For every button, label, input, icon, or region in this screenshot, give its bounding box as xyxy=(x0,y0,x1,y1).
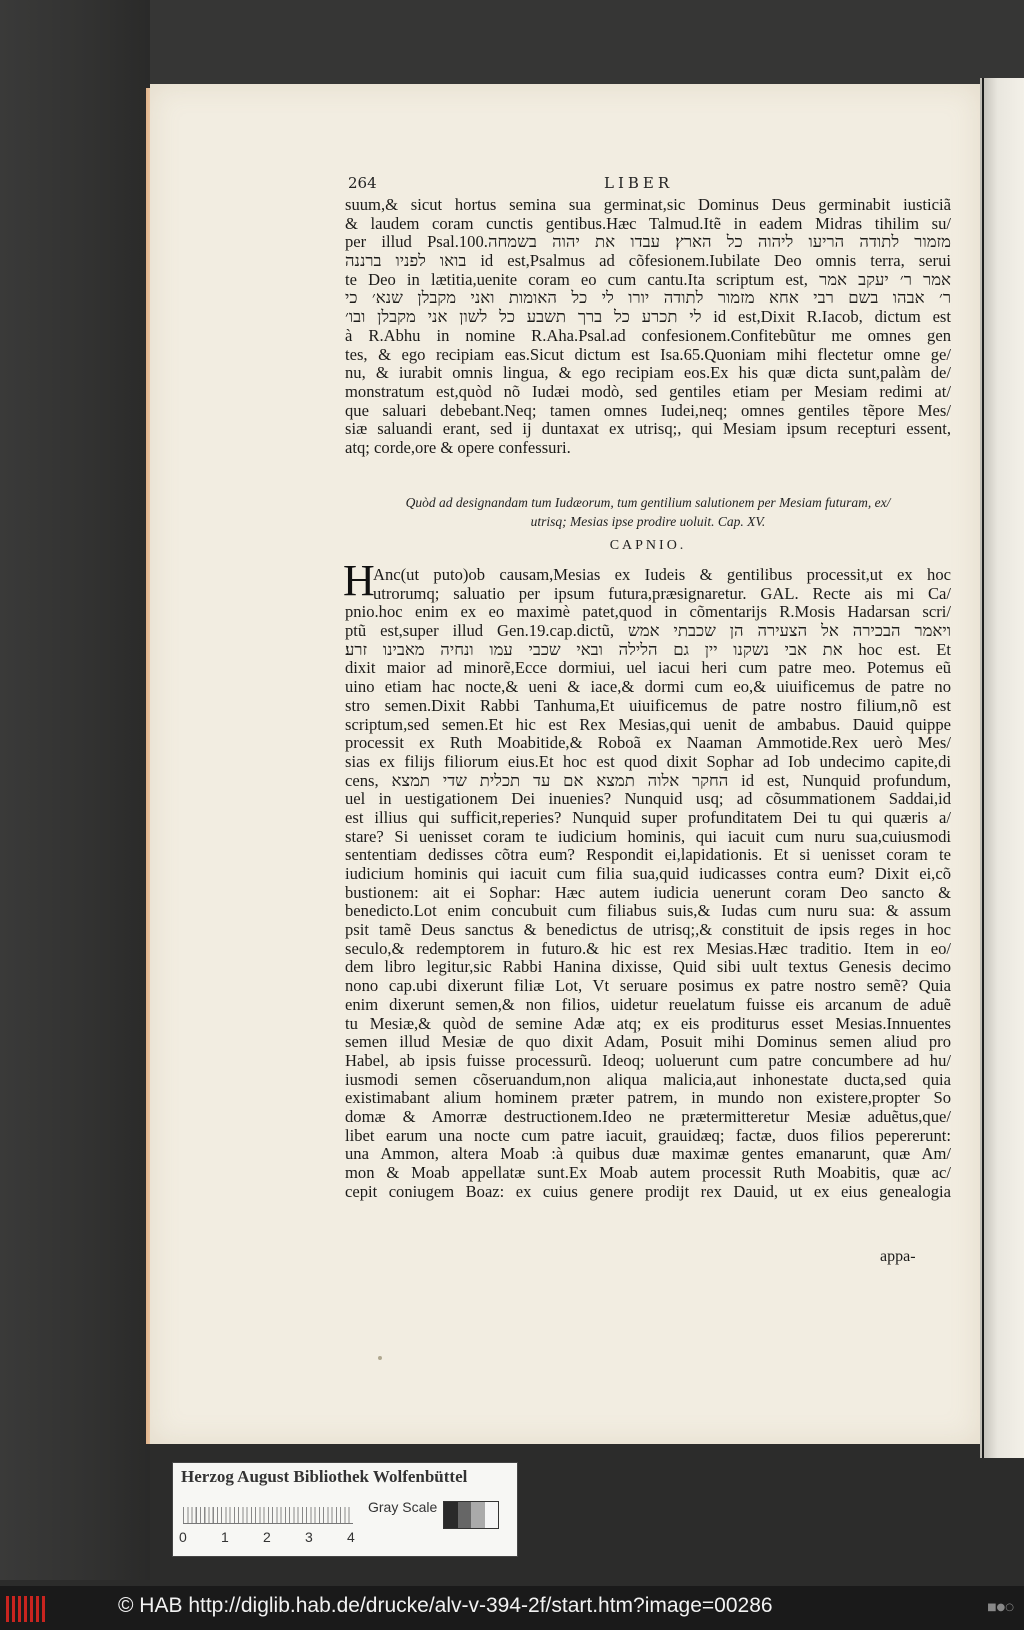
ruler-mark: 1 xyxy=(221,1529,229,1545)
scale-ruler xyxy=(183,1497,353,1524)
text-line: לי תכרע כל ברך תשבע כל לשון אני מקבלן ובו׳ id est,Dixit R.Iacob, dictum est xyxy=(345,308,951,327)
text-line: seculo,& redemptorem in futuro.& hic est rex Mesias.Hæc traditio. Item in eo/ xyxy=(345,939,951,958)
text-line: utrorumq; saluatio per ipsum futura,præsignaretur. GAL. Recte ais mi Ca/ xyxy=(373,584,951,603)
text-line: tu Mesiæ,& quòd de semine Adæ atq; ex eis proditurus esset Mesias.Innuentes xyxy=(345,1014,951,1033)
text-line: libet earum una nocte cum patre iacuit, grauidæq; factæ, duos filios pepererunt: xyxy=(345,1126,951,1145)
text-line: iusmodi semen cõseruandum,non aliqua malicia,aut inhonestate ducta,sed quia xyxy=(345,1070,951,1089)
running-head: LIBER xyxy=(604,174,674,192)
library-label xyxy=(172,1462,518,1557)
paragraph-1 xyxy=(345,196,951,458)
footer-dots: ■●○ xyxy=(987,1602,1014,1613)
text-line: nono cap.ubi dixerunt filiæ Lot, Vt seruare posimus ex patre nostro semẽ? Quia xyxy=(345,977,951,996)
text-line: pnio.hoc enim ex eo maximè patet,quod in cõmentarijs R.Mosis Hadarsan scri/ xyxy=(345,603,951,622)
page-number: 264 xyxy=(348,174,377,192)
text-line: uel in uestigationem Dei inuenies? Nunquid usq; ad cõsummationem Saddai,id xyxy=(345,790,951,809)
scan-background-top xyxy=(0,0,1024,84)
text-line: scriptum,sed semen.Et hic est Rex Mesias,qui uenit de ambabus. Dauid quippe xyxy=(345,715,951,734)
catchword: appa- xyxy=(880,1248,916,1265)
footer-bar xyxy=(0,1586,1024,1630)
text-line: enim dixerunt semen,& non filios, uidetur reuelatum fuisse eis arcanum de aduẽ xyxy=(345,995,951,1014)
text-line: existimabant alium hominem præter patrem, in mundo non existere,propter So xyxy=(345,1089,951,1108)
adjacent-page-edge xyxy=(980,78,1024,1458)
grayscale-swatch xyxy=(443,1501,499,1529)
text-line: semen illud Mesiæ de quo dixit Adam, Posuit mihi Dominus semen aliud pro xyxy=(345,1033,951,1052)
ruler-mark: 2 xyxy=(263,1529,271,1545)
text-line: una Ammon, altera Moab :à quibus duæ maximæ gentes emanarunt, quæ Am/ xyxy=(345,1145,951,1164)
text-line: mon & Moab appellatæ sunt.Ex Moab autem processit Ruth Moabitis, quæ ac/ xyxy=(345,1164,951,1182)
chapter-title xyxy=(345,493,951,531)
text-line: dem libro legitur,sic Rabbi Hanina dixisse, Quid sibi uult textus Genesis decimo xyxy=(345,958,951,977)
text-line: & laudem coram cunctis gentibus.Hæc Talmud.Itẽ in eadem Midras tihilim su/ xyxy=(345,214,951,233)
page-gutter-shadow xyxy=(982,78,984,1458)
text-line: domæ & Amorræ destructionem.Ideo ne prætermitteretur Mesiæ aduẽtus,que/ xyxy=(345,1107,951,1126)
text-line: monstratum est,quòd nõ Iudæi modò, sed gentiles etiam per Mesiam redimi at/ xyxy=(345,382,951,401)
text-line: uino etiam hac nocte,& ueni & iace,& dormi cum eo,& uiuificemus de patre no xyxy=(345,678,951,697)
paragraph-2 xyxy=(345,566,951,1201)
ruler-mark: 4 xyxy=(347,1529,355,1545)
text-line: ר׳ אבהו בשם רבי אחא מזמור לתודה יורו לי כל האומות ואני מקבלן שנא׳ כי xyxy=(345,289,951,308)
text-line: Anc(ut puto)ob causam,Mesias ex Iudeis & gentilibus processit,ut ex hoc xyxy=(373,566,951,584)
text-line: nu, & iurabit omnis lingua, & ego recipiam eos.Ex his quæ dicta sunt,palàm de/ xyxy=(345,364,951,383)
scan-background-left xyxy=(0,0,150,1580)
grayscale-label: Gray Scale xyxy=(368,1499,438,1515)
text-line: sias ex filijs filiorum eius.Et hoc est quod dixit Sophar ad Iob undecimo capite,di xyxy=(345,752,951,771)
text-line: suum,& sicut hortus semina sua germinat,sic Dominus Deus germinabit iusticiã xyxy=(345,196,951,214)
text-line: Habel, ab ipsis fuisse processurũ. Ideoq; uoluerunt cum patre concumbere ad hu/ xyxy=(345,1051,951,1070)
text-line: processit ex Ruth Moabitide,& Roboã ex Naaman Ammotide.Rex uerò Mes/ xyxy=(345,734,951,753)
ruler-mark: 3 xyxy=(305,1529,313,1545)
text-line: stro semen.Dixit Rabbi Tanhuma,Et uiuificemus de patre nostro filium,nõ est xyxy=(345,696,951,715)
drop-capital: H xyxy=(343,556,375,605)
chapter-title-line: utrisq; Mesias ipse prodire uoluit. Cap. XV. xyxy=(530,514,766,529)
text-line: iudicium hominis qui iacuit cum filia sua,quid iudicasses contra eum? Dixit ei,cõ xyxy=(345,865,951,883)
text-line: est illius qui sufficit,reperies? Nunquid super profunditatem Dei tu qui quæris a/ xyxy=(345,808,951,827)
ruler-mark: 0 xyxy=(179,1529,187,1545)
hab-logo-icon xyxy=(6,1596,46,1622)
text-line: atq; corde,ore & opere confessuri. xyxy=(345,438,571,457)
chapter-title-line: Quòd ad designandam tum Iudæorum, tum gentilium salutionem per Mesiam futuram, ex/ xyxy=(405,495,891,510)
text-line: stare? Si uenisset coram te iudicium hominis, qui iacuit cum nuru sua,cuiusmodi xyxy=(345,827,951,846)
text-line: tes, & ego recipiam eas.Sicut dictum est Isa.65.Quoniam mihi flectetur omne ge/ xyxy=(345,345,951,364)
text-line: bustionem: ait ei Sophar: Hæc autem iudicia uenerunt coram Deo sancto & xyxy=(345,883,951,902)
text-line: benedicto.Lot enim concubuit cum filiabus suis,& Iudas cum nuru sua: & assum xyxy=(345,902,951,921)
text-line: que saluari debebant.Neq; tamen omnes Iudei,neq; omnes gentiles tẽpore Mes/ xyxy=(345,401,951,420)
speaker-heading: CAPNIO. xyxy=(609,538,687,553)
text-line: à R.Abhu in nomine R.Aha.Psal.ad confesionem.Confitebũtur me omnes gen xyxy=(345,326,951,345)
text-line: cepit coniugem Boaz: ex cuius genere prodijt rex Dauid, ut ex eius genealogia xyxy=(345,1182,951,1201)
text-line: siæ saluandi erant, sed ij duntaxat ex utrisq;, qui Mesiam ipsum recepturi essent, xyxy=(345,420,951,439)
library-name: Herzog August Bibliothek Wolfenbüttel xyxy=(181,1467,468,1486)
text-line: psit tamẽ Deus sanctus & benedictus de utrisq;,& constituit de ipsis reges in hoc xyxy=(345,921,951,940)
text-line: את אבי נשקנו יין גם הלילה ובאי שכבי עמו ונחיה מאבינו זרע׃ hoc est. Et xyxy=(345,640,951,659)
text-line: ptũ est,super illud Gen.19.cap.dictũ, ויאמר הבכירה אל הצעירה הן שכבתי אמש xyxy=(345,622,951,641)
footer-url[interactable]: © HAB http://diglib.hab.de/drucke/alv-v-394-2f/start.htm?image=00286 xyxy=(118,1594,773,1617)
text-line: בואו לפניו ברננה id est,Psalmus ad cõfesionem.Iubilate Deo omnis terra, serui xyxy=(345,252,951,271)
text-line: per illud Psal.100.מזמור לתודה הריעו ליהוה כל הארץ׃ עבדו את יהוה בשמחה xyxy=(345,233,951,252)
paper-speck xyxy=(378,1356,382,1360)
text-line: sententiam dedisses cõtra eum? Respondit ei,lapidationis. Et si uenisset coram te xyxy=(345,846,951,865)
ruler-labels xyxy=(179,1529,369,1545)
text-line: te Deo in lætitia,uenite coram eo cum cantu.Ita scriptum est, אמר ר׳ יעקב אמר xyxy=(345,270,951,289)
text-line: cens, החקר אלוה תמצא אם עד תכלית שדי תמצא id est, Nunquid profundum, xyxy=(345,771,951,790)
page-header xyxy=(346,174,951,196)
text-line: dixit maior ad minorẽ,Ecce dormiui, uel iacui heri cum patre meo. Potemus eũ xyxy=(345,659,951,678)
